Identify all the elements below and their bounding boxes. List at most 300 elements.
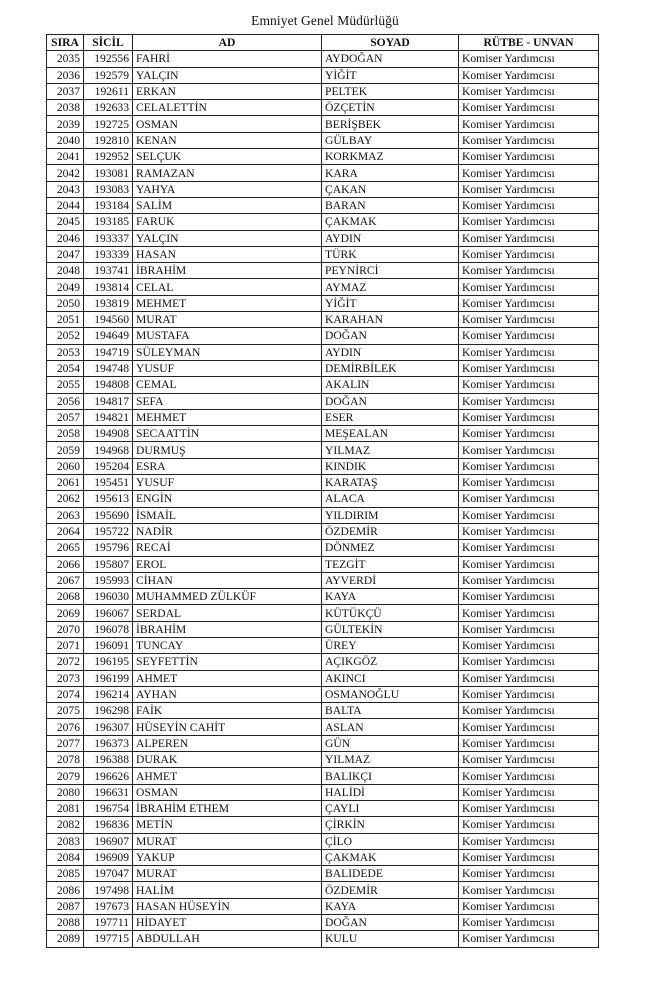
- cell-soyad: ÜREY: [322, 637, 459, 653]
- cell-rutbe: Komiser Yardımcısı: [459, 442, 599, 458]
- cell-rutbe: Komiser Yardımcısı: [459, 393, 599, 409]
- cell-sira: 2081: [47, 800, 84, 816]
- cell-soyad: AÇIKGÖZ: [322, 654, 459, 670]
- cell-sira: 2074: [47, 686, 84, 702]
- cell-ad: SEYFETTİN: [133, 654, 322, 670]
- cell-sicil: 194908: [84, 426, 133, 442]
- cell-rutbe: Komiser Yardımcısı: [459, 572, 599, 588]
- table-row: [47, 426, 599, 442]
- cell-soyad: DOĞAN: [322, 328, 459, 344]
- cell-ad: SELÇUK: [133, 149, 322, 165]
- cell-sira: 2061: [47, 475, 84, 491]
- cell-ad: HASAN: [133, 246, 322, 262]
- cell-sicil: 192952: [84, 149, 133, 165]
- cell-rutbe: Komiser Yardımcısı: [459, 882, 599, 898]
- cell-sira: 2087: [47, 898, 84, 914]
- cell-sicil: 196631: [84, 784, 133, 800]
- cell-ad: ERKAN: [133, 83, 322, 99]
- cell-sira: 2052: [47, 328, 84, 344]
- table-row: [47, 605, 599, 621]
- table-row: [47, 784, 599, 800]
- cell-ad: ABDULLAH: [133, 931, 322, 947]
- cell-ad: HASAN HÜSEYİN: [133, 898, 322, 914]
- cell-rutbe: Komiser Yardımcısı: [459, 230, 599, 246]
- cell-sira: 2067: [47, 572, 84, 588]
- cell-rutbe: Komiser Yardımcısı: [459, 67, 599, 83]
- table-row: [47, 181, 599, 197]
- cell-sira: 2072: [47, 654, 84, 670]
- cell-rutbe: Komiser Yardımcısı: [459, 621, 599, 637]
- cell-rutbe: Komiser Yardımcısı: [459, 670, 599, 686]
- cell-sira: 2059: [47, 442, 84, 458]
- cell-rutbe: Komiser Yardımcısı: [459, 83, 599, 99]
- cell-sicil: 196078: [84, 621, 133, 637]
- table-body: [47, 51, 599, 947]
- cell-ad: SEFA: [133, 393, 322, 409]
- cell-soyad: PEYNİRCİ: [322, 263, 459, 279]
- table-row: [47, 263, 599, 279]
- cell-sicil: 196067: [84, 605, 133, 621]
- table-row: [47, 165, 599, 181]
- cell-sira: 2066: [47, 556, 84, 572]
- cell-sira: 2056: [47, 393, 84, 409]
- cell-soyad: ALACA: [322, 491, 459, 507]
- cell-sira: 2037: [47, 83, 84, 99]
- cell-rutbe: Komiser Yardımcısı: [459, 181, 599, 197]
- cell-sira: 2071: [47, 637, 84, 653]
- cell-rutbe: Komiser Yardımcısı: [459, 719, 599, 735]
- cell-ad: İBRAHİM ETHEM: [133, 800, 322, 816]
- cell-rutbe: Komiser Yardımcısı: [459, 344, 599, 360]
- cell-sira: 2058: [47, 426, 84, 442]
- table-row: [47, 523, 599, 539]
- cell-ad: RECAİ: [133, 540, 322, 556]
- cell-rutbe: Komiser Yardımcısı: [459, 589, 599, 605]
- table-row: [47, 589, 599, 605]
- cell-sicil: 195690: [84, 507, 133, 523]
- cell-rutbe: Komiser Yardımcısı: [459, 360, 599, 376]
- cell-soyad: YILMAZ: [322, 442, 459, 458]
- cell-sicil: 196388: [84, 752, 133, 768]
- table-row: [47, 83, 599, 99]
- cell-sira: 2073: [47, 670, 84, 686]
- table-row: [47, 344, 599, 360]
- cell-sira: 2049: [47, 279, 84, 295]
- cell-ad: MEHMET: [133, 295, 322, 311]
- cell-sicil: 193185: [84, 214, 133, 230]
- cell-sira: 2039: [47, 116, 84, 132]
- cell-sicil: 196373: [84, 735, 133, 751]
- cell-sira: 2084: [47, 849, 84, 865]
- cell-sicil: 193339: [84, 246, 133, 262]
- column-header-sira: SIRA: [47, 35, 84, 51]
- cell-rutbe: Komiser Yardımcısı: [459, 915, 599, 931]
- table-row: [47, 246, 599, 262]
- table-row: [47, 768, 599, 784]
- cell-soyad: ÇAKAN: [322, 181, 459, 197]
- cell-sicil: 195796: [84, 540, 133, 556]
- cell-ad: MURAT: [133, 833, 322, 849]
- table-row: [47, 931, 599, 947]
- cell-sicil: 196307: [84, 719, 133, 735]
- cell-rutbe: Komiser Yardımcısı: [459, 752, 599, 768]
- cell-sicil: 193819: [84, 295, 133, 311]
- cell-sicil: 196214: [84, 686, 133, 702]
- cell-sicil: 197673: [84, 898, 133, 914]
- cell-ad: SERDAL: [133, 605, 322, 621]
- cell-soyad: AYDIN: [322, 344, 459, 360]
- cell-rutbe: Komiser Yardımcısı: [459, 132, 599, 148]
- table-row: [47, 654, 599, 670]
- cell-ad: İSMAİL: [133, 507, 322, 523]
- cell-sira: 2078: [47, 752, 84, 768]
- cell-soyad: TÜRK: [322, 246, 459, 262]
- table-row: [47, 312, 599, 328]
- cell-sicil: 195722: [84, 523, 133, 539]
- cell-sira: 2062: [47, 491, 84, 507]
- cell-sira: 2080: [47, 784, 84, 800]
- table-row: [47, 214, 599, 230]
- cell-ad: ALPEREN: [133, 735, 322, 751]
- cell-ad: METİN: [133, 817, 322, 833]
- cell-sicil: 196907: [84, 833, 133, 849]
- cell-sira: 2086: [47, 882, 84, 898]
- cell-sira: 2055: [47, 377, 84, 393]
- cell-soyad: KAYA: [322, 898, 459, 914]
- cell-sicil: 195613: [84, 491, 133, 507]
- cell-soyad: YİĞİT: [322, 67, 459, 83]
- cell-soyad: KARAHAN: [322, 312, 459, 328]
- cell-sicil: 194817: [84, 393, 133, 409]
- table-row: [47, 230, 599, 246]
- cell-ad: İBRAHİM: [133, 621, 322, 637]
- table-row: [47, 703, 599, 719]
- cell-soyad: BALIDEDE: [322, 866, 459, 882]
- cell-rutbe: Komiser Yardımcısı: [459, 458, 599, 474]
- cell-ad: DURAK: [133, 752, 322, 768]
- cell-sicil: 194821: [84, 409, 133, 425]
- cell-sira: 2075: [47, 703, 84, 719]
- table-row: [47, 637, 599, 653]
- cell-ad: SECAATTİN: [133, 426, 322, 442]
- cell-ad: YALÇIN: [133, 230, 322, 246]
- cell-soyad: BARAN: [322, 197, 459, 213]
- cell-rutbe: Komiser Yardımcısı: [459, 214, 599, 230]
- cell-ad: ENGİN: [133, 491, 322, 507]
- cell-soyad: ÇİLO: [322, 833, 459, 849]
- cell-sicil: 196030: [84, 589, 133, 605]
- cell-rutbe: Komiser Yardımcısı: [459, 898, 599, 914]
- cell-sicil: 195204: [84, 458, 133, 474]
- cell-rutbe: Komiser Yardımcısı: [459, 279, 599, 295]
- cell-ad: FARUK: [133, 214, 322, 230]
- cell-sicil: 194560: [84, 312, 133, 328]
- cell-soyad: BERİŞBEK: [322, 116, 459, 132]
- cell-sicil: 192633: [84, 100, 133, 116]
- cell-sicil: 193741: [84, 263, 133, 279]
- cell-sira: 2046: [47, 230, 84, 246]
- table-row: [47, 686, 599, 702]
- cell-sira: 2069: [47, 605, 84, 621]
- cell-rutbe: Komiser Yardımcısı: [459, 654, 599, 670]
- cell-rutbe: Komiser Yardımcısı: [459, 735, 599, 751]
- cell-ad: MURAT: [133, 866, 322, 882]
- cell-ad: KENAN: [133, 132, 322, 148]
- cell-sira: 2079: [47, 768, 84, 784]
- cell-sicil: 192579: [84, 67, 133, 83]
- cell-sira: 2045: [47, 214, 84, 230]
- cell-soyad: ÖZDEMİR: [322, 523, 459, 539]
- cell-ad: İBRAHİM: [133, 263, 322, 279]
- table-row: [47, 817, 599, 833]
- cell-soyad: KAYA: [322, 589, 459, 605]
- cell-soyad: PELTEK: [322, 83, 459, 99]
- cell-ad: AHMET: [133, 768, 322, 784]
- cell-sira: 2051: [47, 312, 84, 328]
- cell-rutbe: Komiser Yardımcısı: [459, 116, 599, 132]
- cell-ad: RAMAZAN: [133, 165, 322, 181]
- table-row: [47, 898, 599, 914]
- cell-soyad: YILMAZ: [322, 752, 459, 768]
- table-row: [47, 833, 599, 849]
- cell-ad: EROL: [133, 556, 322, 572]
- cell-sicil: 196909: [84, 849, 133, 865]
- cell-rutbe: Komiser Yardımcısı: [459, 51, 599, 67]
- table-row: [47, 197, 599, 213]
- cell-rutbe: Komiser Yardımcısı: [459, 817, 599, 833]
- cell-sira: 2053: [47, 344, 84, 360]
- cell-ad: SALİM: [133, 197, 322, 213]
- cell-ad: YAHYA: [133, 181, 322, 197]
- cell-sicil: 193081: [84, 165, 133, 181]
- cell-ad: HALİM: [133, 882, 322, 898]
- table-row: [47, 491, 599, 507]
- table-row: [47, 849, 599, 865]
- cell-soyad: ÇAYLI: [322, 800, 459, 816]
- cell-soyad: ÇAKMAK: [322, 214, 459, 230]
- cell-sira: 2063: [47, 507, 84, 523]
- cell-sicil: 196195: [84, 654, 133, 670]
- table-row: [47, 67, 599, 83]
- cell-sicil: 195451: [84, 475, 133, 491]
- cell-sicil: 197715: [84, 931, 133, 947]
- cell-ad: OSMAN: [133, 784, 322, 800]
- cell-soyad: DOĞAN: [322, 393, 459, 409]
- cell-rutbe: Komiser Yardımcısı: [459, 246, 599, 262]
- cell-soyad: AYDIN: [322, 230, 459, 246]
- cell-sicil: 197047: [84, 866, 133, 882]
- cell-sira: 2070: [47, 621, 84, 637]
- cell-rutbe: Komiser Yardımcısı: [459, 605, 599, 621]
- cell-sira: 2088: [47, 915, 84, 931]
- cell-ad: HÜSEYİN CAHİT: [133, 719, 322, 735]
- cell-sira: 2047: [47, 246, 84, 262]
- cell-ad: CELAL: [133, 279, 322, 295]
- table-row: [47, 295, 599, 311]
- cell-soyad: ÖZDEMİR: [322, 882, 459, 898]
- table-row: [47, 752, 599, 768]
- cell-soyad: GÜLBAY: [322, 132, 459, 148]
- cell-soyad: YİĞİT: [322, 295, 459, 311]
- cell-rutbe: Komiser Yardımcısı: [459, 197, 599, 213]
- cell-rutbe: Komiser Yardımcısı: [459, 295, 599, 311]
- cell-rutbe: Komiser Yardımcısı: [459, 100, 599, 116]
- table-row: [47, 475, 599, 491]
- cell-soyad: MEŞEALAN: [322, 426, 459, 442]
- cell-rutbe: Komiser Yardımcısı: [459, 263, 599, 279]
- cell-sicil: 192725: [84, 116, 133, 132]
- cell-sira: 2048: [47, 263, 84, 279]
- cell-ad: MUSTAFA: [133, 328, 322, 344]
- cell-ad: OSMAN: [133, 116, 322, 132]
- cell-rutbe: Komiser Yardımcısı: [459, 800, 599, 816]
- cell-ad: YUSUF: [133, 475, 322, 491]
- cell-rutbe: Komiser Yardımcısı: [459, 540, 599, 556]
- cell-soyad: KARATAŞ: [322, 475, 459, 491]
- cell-soyad: ÇAKMAK: [322, 849, 459, 865]
- table-row: [47, 540, 599, 556]
- cell-rutbe: Komiser Yardımcısı: [459, 475, 599, 491]
- cell-sicil: 193814: [84, 279, 133, 295]
- cell-rutbe: Komiser Yardımcısı: [459, 523, 599, 539]
- table-row: [47, 409, 599, 425]
- cell-rutbe: Komiser Yardımcısı: [459, 149, 599, 165]
- cell-sira: 2068: [47, 589, 84, 605]
- table-row: [47, 132, 599, 148]
- table-row: [47, 866, 599, 882]
- cell-sicil: 194719: [84, 344, 133, 360]
- cell-rutbe: Komiser Yardımcısı: [459, 768, 599, 784]
- cell-ad: SÜLEYMAN: [133, 344, 322, 360]
- cell-sicil: 196754: [84, 800, 133, 816]
- cell-ad: AYHAN: [133, 686, 322, 702]
- table-row: [47, 719, 599, 735]
- cell-sicil: 195993: [84, 572, 133, 588]
- cell-soyad: AYDOĞAN: [322, 51, 459, 67]
- cell-soyad: ESER: [322, 409, 459, 425]
- table-row: [47, 621, 599, 637]
- cell-ad: YAKUP: [133, 849, 322, 865]
- table-row: [47, 377, 599, 393]
- cell-rutbe: Komiser Yardımcısı: [459, 637, 599, 653]
- cell-sicil: 192810: [84, 132, 133, 148]
- cell-sicil: 193184: [84, 197, 133, 213]
- table-row: [47, 279, 599, 295]
- table-row: [47, 507, 599, 523]
- cell-sicil: 197498: [84, 882, 133, 898]
- cell-rutbe: Komiser Yardımcısı: [459, 556, 599, 572]
- column-header-sicil: SİCİL: [84, 35, 133, 51]
- table-row: [47, 51, 599, 67]
- page-title: Emniyet Genel Müdürlüğü: [251, 13, 399, 28]
- cell-rutbe: Komiser Yardımcısı: [459, 703, 599, 719]
- cell-soyad: DEMİRBİLEK: [322, 360, 459, 376]
- table-row: [47, 328, 599, 344]
- cell-soyad: AKINCI: [322, 670, 459, 686]
- cell-rutbe: Komiser Yardımcısı: [459, 409, 599, 425]
- cell-soyad: KULU: [322, 931, 459, 947]
- cell-soyad: ASLAN: [322, 719, 459, 735]
- table-row: [47, 572, 599, 588]
- cell-soyad: ÖZÇETİN: [322, 100, 459, 116]
- cell-rutbe: Komiser Yardımcısı: [459, 491, 599, 507]
- table-row: [47, 915, 599, 931]
- cell-rutbe: Komiser Yardımcısı: [459, 686, 599, 702]
- column-header-rutbe: RÜTBE - UNVAN: [459, 35, 599, 51]
- cell-ad: FAİK: [133, 703, 322, 719]
- cell-sicil: 192556: [84, 51, 133, 67]
- cell-ad: YALÇIN: [133, 67, 322, 83]
- cell-rutbe: Komiser Yardımcısı: [459, 784, 599, 800]
- cell-ad: CİHAN: [133, 572, 322, 588]
- column-header-ad: AD: [133, 35, 322, 51]
- cell-ad: TUNCAY: [133, 637, 322, 653]
- cell-sira: 2036: [47, 67, 84, 83]
- cell-rutbe: Komiser Yardımcısı: [459, 866, 599, 882]
- cell-soyad: ÇİRKİN: [322, 817, 459, 833]
- cell-soyad: DOĞAN: [322, 915, 459, 931]
- table-row: [47, 800, 599, 816]
- cell-ad: NADİR: [133, 523, 322, 539]
- cell-soyad: HALİDİ: [322, 784, 459, 800]
- cell-sira: 2035: [47, 51, 84, 67]
- cell-ad: FAHRİ: [133, 51, 322, 67]
- cell-rutbe: Komiser Yardımcısı: [459, 931, 599, 947]
- cell-soyad: KARA: [322, 165, 459, 181]
- cell-ad: MEHMET: [133, 409, 322, 425]
- table-row: [47, 100, 599, 116]
- table-row: [47, 393, 599, 409]
- cell-soyad: KINDIK: [322, 458, 459, 474]
- cell-sicil: 194808: [84, 377, 133, 393]
- cell-ad: MUHAMMED ZÜLKÜF: [133, 589, 322, 605]
- table-row: [47, 360, 599, 376]
- cell-sicil: 192611: [84, 83, 133, 99]
- cell-sicil: 194748: [84, 360, 133, 376]
- cell-sira: 2089: [47, 931, 84, 947]
- cell-ad: ESRA: [133, 458, 322, 474]
- cell-rutbe: Komiser Yardımcısı: [459, 312, 599, 328]
- table-row: [47, 458, 599, 474]
- cell-sira: 2083: [47, 833, 84, 849]
- cell-sicil: 195807: [84, 556, 133, 572]
- cell-sicil: 193337: [84, 230, 133, 246]
- cell-sira: 2054: [47, 360, 84, 376]
- cell-ad: HİDAYET: [133, 915, 322, 931]
- cell-sira: 2057: [47, 409, 84, 425]
- cell-sira: 2040: [47, 132, 84, 148]
- cell-sira: 2043: [47, 181, 84, 197]
- cell-sira: 2044: [47, 197, 84, 213]
- table-row: [47, 116, 599, 132]
- cell-sicil: 196626: [84, 768, 133, 784]
- cell-ad: DURMUŞ: [133, 442, 322, 458]
- cell-sira: 2085: [47, 866, 84, 882]
- cell-ad: MURAT: [133, 312, 322, 328]
- cell-soyad: GÜLTEKİN: [322, 621, 459, 637]
- cell-soyad: GÜN: [322, 735, 459, 751]
- cell-sira: 2077: [47, 735, 84, 751]
- cell-sira: 2076: [47, 719, 84, 735]
- cell-soyad: AYVERDİ: [322, 572, 459, 588]
- cell-ad: AHMET: [133, 670, 322, 686]
- cell-soyad: BALIKÇI: [322, 768, 459, 784]
- table-row: [47, 670, 599, 686]
- cell-soyad: DÖNMEZ: [322, 540, 459, 556]
- cell-rutbe: Komiser Yardımcısı: [459, 507, 599, 523]
- cell-soyad: TEZGİT: [322, 556, 459, 572]
- cell-sira: 2065: [47, 540, 84, 556]
